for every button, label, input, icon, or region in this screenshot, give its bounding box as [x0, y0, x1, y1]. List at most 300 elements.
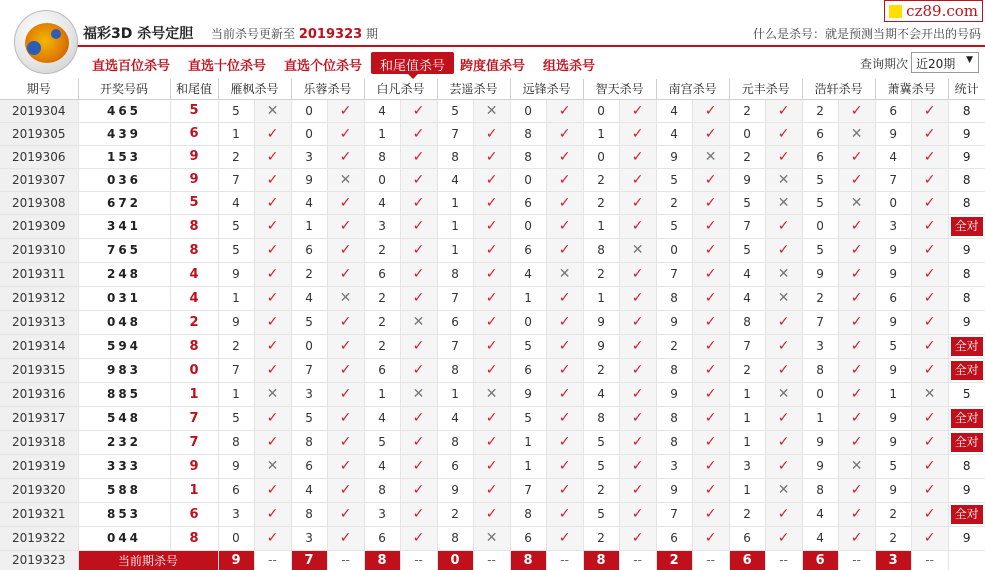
kill-number-cell: 9 — [875, 122, 911, 145]
check-icon: ✓ — [631, 530, 644, 546]
kill-number-cell: 2 — [364, 238, 400, 262]
kill-result-cell — [619, 145, 656, 168]
stat-cell — [948, 430, 985, 454]
cross-icon: ✕ — [485, 102, 498, 119]
kill-number-cell: 2 — [583, 191, 619, 214]
check-icon: ✓ — [339, 506, 352, 522]
nav-item-group[interactable]: 组选杀号 — [543, 59, 596, 74]
kill-number-cell: 9 — [802, 430, 838, 454]
kill-number-cell: 5 — [656, 168, 692, 191]
kill-number-cell: 6 — [291, 238, 327, 262]
kill-result-cell — [546, 406, 583, 430]
check-icon: ✓ — [485, 362, 498, 378]
column-header: 智天杀号 — [583, 79, 656, 99]
kill-result-cell — [765, 238, 802, 262]
kill-result-cell — [546, 478, 583, 502]
current-period-row — [0, 550, 985, 570]
kill-number-cell: 3 — [364, 214, 400, 238]
kill-number-cell: 4 — [875, 145, 911, 168]
kill-number-cell: 4 — [437, 168, 473, 191]
kill-result-cell — [911, 358, 948, 382]
draw-number-cell: 439 — [78, 122, 170, 145]
kill-result-cell — [765, 454, 802, 478]
kill-result-cell — [911, 191, 948, 214]
column-header: 远锋杀号 — [510, 79, 583, 99]
kill-number-cell: 0 — [291, 99, 327, 122]
check-icon: ✓ — [631, 148, 644, 165]
kill-result-cell — [400, 430, 437, 454]
update-prefix: 当前杀号更新至 — [211, 27, 296, 41]
kill-number-cell: 4 — [291, 286, 327, 310]
kill-result-cell — [546, 502, 583, 526]
stat-cell — [948, 550, 985, 570]
kill-number-cell: 1 — [729, 406, 765, 430]
sum-tail-cell: 5 — [170, 191, 218, 214]
sum-tail-cell: 8 — [170, 334, 218, 358]
table-row — [0, 478, 985, 502]
kill-result-cell — [838, 430, 875, 454]
kill-number-cell: 6 — [291, 454, 327, 478]
kill-result-cell — [692, 238, 729, 262]
check-icon: ✓ — [850, 290, 863, 306]
kill-number-cell: 3 — [291, 382, 327, 406]
kill-result-cell — [911, 406, 948, 430]
kill-result-cell — [327, 238, 364, 262]
draw-number-cell: 044 — [78, 526, 170, 550]
kill-number-cell: 9 — [583, 310, 619, 334]
draw-number-cell: 248 — [78, 262, 170, 286]
pending-result: -- — [473, 550, 510, 570]
kill-number-cell: 5 — [218, 214, 254, 238]
check-icon: ✓ — [704, 362, 717, 378]
pending-result: -- — [765, 550, 802, 570]
period-cell: 2019317 — [0, 406, 78, 430]
table-row — [0, 145, 985, 168]
kill-number-cell: 2 — [583, 168, 619, 191]
check-icon: ✓ — [412, 266, 425, 282]
kill-result-cell — [838, 310, 875, 334]
period-cell: 2019314 — [0, 334, 78, 358]
check-icon: ✓ — [339, 194, 352, 211]
check-icon: ✓ — [266, 434, 279, 450]
sum-tail-cell: 4 — [170, 286, 218, 310]
kill-result-cell — [692, 214, 729, 238]
draw-number-cell: 153 — [78, 145, 170, 168]
kill-number-cell: 9 — [875, 358, 911, 382]
stat-cell: 9 — [948, 478, 985, 502]
check-icon: ✓ — [923, 266, 936, 282]
nav-bar — [0, 47, 985, 79]
check-icon: ✓ — [777, 148, 790, 165]
stat-cell — [948, 214, 985, 238]
kill-number-cell: 3 — [729, 454, 765, 478]
kill-result-cell — [327, 526, 364, 550]
kill-number-cell: 3 — [656, 454, 692, 478]
sum-tail-cell: 7 — [170, 430, 218, 454]
kill-number-cell: 6 — [802, 122, 838, 145]
check-icon: ✓ — [850, 410, 863, 426]
kill-result-cell — [619, 406, 656, 430]
kill-result-cell — [400, 168, 437, 191]
check-icon: ✓ — [558, 102, 571, 119]
kill-result-cell — [911, 214, 948, 238]
kill-result-cell — [619, 168, 656, 191]
kill-result-cell — [619, 262, 656, 286]
kill-result-cell — [619, 502, 656, 526]
check-icon: ✓ — [339, 434, 352, 450]
logo[interactable] — [14, 10, 78, 74]
kill-result-cell — [473, 191, 510, 214]
kill-result-cell — [254, 430, 291, 454]
kill-result-cell — [765, 358, 802, 382]
kill-number-cell: 1 — [364, 122, 400, 145]
kill-result-cell — [546, 238, 583, 262]
kill-number-cell: 5 — [729, 238, 765, 262]
kill-result-cell — [473, 238, 510, 262]
check-icon: ✓ — [704, 125, 717, 142]
sum-tail-cell: 1 — [170, 382, 218, 406]
kill-result-cell — [692, 382, 729, 406]
period-cell: 2019315 — [0, 358, 78, 382]
kill-number-cell: 8 — [656, 286, 692, 310]
kill-number-cell: 3 — [802, 334, 838, 358]
kill-number-cell: 2 — [729, 358, 765, 382]
kill-result-cell — [692, 122, 729, 145]
period-cell: 2019306 — [0, 145, 78, 168]
draw-number-cell: 594 — [78, 334, 170, 358]
site-badge[interactable] — [884, 0, 983, 22]
kill-number-cell: 4 — [656, 122, 692, 145]
kill-number-cell: 2 — [583, 262, 619, 286]
kill-number-cell: 3 — [291, 526, 327, 550]
kill-result-cell — [546, 310, 583, 334]
nav-item-units[interactable]: 直选个位杀号 — [284, 59, 363, 74]
kill-result-cell — [692, 310, 729, 334]
kill-number-cell: 7 — [656, 262, 692, 286]
kill-result-cell — [400, 334, 437, 358]
check-icon: ✓ — [631, 362, 644, 378]
check-icon: ✓ — [266, 194, 279, 211]
stat-cell: 8 — [948, 168, 985, 191]
kill-number-cell: 4 — [510, 262, 546, 286]
kill-result-cell — [838, 286, 875, 310]
kill-number-cell: 1 — [437, 382, 473, 406]
kill-result-cell — [254, 358, 291, 382]
period-cell: 2019310 — [0, 238, 78, 262]
kill-result-cell — [619, 238, 656, 262]
kill-result-cell — [911, 168, 948, 191]
check-icon: ✓ — [339, 530, 352, 546]
pending-result: -- — [327, 550, 364, 570]
check-icon: ✓ — [923, 125, 936, 142]
kill-number-cell: 2 — [656, 334, 692, 358]
kill-number-cell: 6 — [875, 286, 911, 310]
column-header: 雁枫杀号 — [218, 79, 291, 99]
cross-icon: ✕ — [777, 266, 790, 282]
kill-result-cell — [765, 191, 802, 214]
kill-result-cell — [619, 454, 656, 478]
check-icon: ✓ — [704, 410, 717, 426]
stat-cell: 9 — [948, 526, 985, 550]
kill-result-cell — [473, 214, 510, 238]
kill-number-cell: 6 — [875, 99, 911, 122]
period-cell: 2019316 — [0, 382, 78, 406]
kill-number-cell: 6 — [510, 238, 546, 262]
nav-item-hundreds[interactable]: 直选百位杀号 — [92, 59, 171, 74]
kill-result-cell — [473, 145, 510, 168]
cross-icon: ✕ — [266, 386, 279, 402]
kill-number-cell: 3 — [875, 214, 911, 238]
check-icon: ✓ — [923, 218, 936, 234]
kill-number-cell: 2 — [437, 502, 473, 526]
check-icon: ✓ — [339, 102, 352, 119]
kill-number-cell: 1 — [583, 214, 619, 238]
stat-cell: 8 — [948, 191, 985, 214]
kill-result-cell — [254, 238, 291, 262]
check-icon: ✓ — [631, 458, 644, 474]
kill-number-cell: 1 — [510, 430, 546, 454]
kill-result-cell — [546, 334, 583, 358]
kill-number-cell: 1 — [583, 286, 619, 310]
check-icon: ✓ — [339, 266, 352, 282]
check-icon: ✓ — [777, 314, 790, 330]
kill-number-cell: 1 — [218, 122, 254, 145]
check-icon: ✓ — [777, 458, 790, 474]
check-icon: ✓ — [923, 194, 936, 211]
cross-icon: ✕ — [485, 386, 498, 402]
check-icon: ✓ — [558, 338, 571, 354]
check-icon: ✓ — [850, 482, 863, 498]
yellow-square-icon — [889, 5, 902, 18]
kill-result-cell — [254, 502, 291, 526]
kill-number-cell: 9 — [875, 262, 911, 286]
kill-number-cell: 8 — [583, 238, 619, 262]
kill-number-cell: 5 — [218, 406, 254, 430]
period-cell: 2019318 — [0, 430, 78, 454]
period-cell: 2019305 — [0, 122, 78, 145]
kill-result-cell — [473, 262, 510, 286]
kill-result-cell — [327, 382, 364, 406]
kill-number-cell: 9 — [218, 262, 254, 286]
nav-item-tens[interactable]: 直选十位杀号 — [188, 59, 267, 74]
kill-number-cell: 8 — [437, 430, 473, 454]
all-correct-badge: 全对 — [951, 433, 983, 452]
kill-number-cell: 2 — [729, 99, 765, 122]
check-icon: ✓ — [558, 125, 571, 142]
kill-result-cell — [765, 99, 802, 122]
kill-result-cell — [400, 478, 437, 502]
kill-result-cell — [765, 478, 802, 502]
check-icon: ✓ — [339, 314, 352, 330]
kill-result-cell — [400, 358, 437, 382]
logo-dot-icon — [51, 29, 61, 39]
kill-number-cell: 9 — [875, 238, 911, 262]
period-select[interactable] — [911, 52, 979, 73]
stat-cell: 8 — [948, 262, 985, 286]
kill-result-cell — [911, 145, 948, 168]
check-icon: ✓ — [266, 314, 279, 330]
kill-result-cell — [254, 310, 291, 334]
cross-icon: ✕ — [923, 386, 936, 402]
kill-number-cell: 2 — [364, 310, 400, 334]
kill-number-cell: 8 — [291, 430, 327, 454]
kill-number-cell: 0 — [729, 122, 765, 145]
kill-number-cell: 5 — [510, 334, 546, 358]
check-icon: ✓ — [266, 125, 279, 142]
kill-number-cell: 8 — [802, 358, 838, 382]
kill-number-cell: 1 — [729, 382, 765, 406]
kill-number-cell: 1 — [583, 122, 619, 145]
kill-number-cell: 0 — [583, 145, 619, 168]
kill-result-cell — [254, 122, 291, 145]
kill-result-cell — [838, 262, 875, 286]
nav-item-sum-tail[interactable]: 和尾值杀号 — [371, 52, 454, 74]
kill-result-cell — [765, 145, 802, 168]
kill-number-cell: 3 — [291, 145, 327, 168]
kill-number-cell: 1 — [364, 382, 400, 406]
kill-result-cell — [838, 526, 875, 550]
check-icon: ✓ — [558, 194, 571, 211]
period-cell: 2019308 — [0, 191, 78, 214]
cross-icon: ✕ — [777, 194, 790, 211]
kill-result-cell — [473, 286, 510, 310]
current-kill-number: 6 — [729, 550, 765, 570]
kill-result-cell — [765, 382, 802, 406]
kill-number-cell: 5 — [437, 99, 473, 122]
kill-result-cell — [692, 168, 729, 191]
cross-icon: ✕ — [777, 386, 790, 402]
kill-result-cell — [765, 526, 802, 550]
kill-number-cell: 0 — [875, 191, 911, 214]
kill-number-cell: 6 — [218, 478, 254, 502]
kill-result-cell — [327, 191, 364, 214]
kill-number-cell: 5 — [583, 454, 619, 478]
check-icon: ✓ — [850, 266, 863, 282]
kill-result-cell — [400, 99, 437, 122]
pending-result: -- — [692, 550, 729, 570]
kill-result-cell — [838, 191, 875, 214]
check-icon: ✓ — [631, 338, 644, 354]
check-icon: ✓ — [266, 218, 279, 234]
table-row — [0, 214, 985, 238]
kill-number-cell: 2 — [875, 502, 911, 526]
stat-cell: 8 — [948, 454, 985, 478]
check-icon: ✓ — [558, 314, 571, 330]
check-icon: ✓ — [485, 218, 498, 234]
nav-item-span[interactable]: 跨度值杀号 — [460, 59, 526, 74]
stat-cell: 5 — [948, 382, 985, 406]
kill-result-cell — [619, 310, 656, 334]
kill-number-cell: 8 — [291, 502, 327, 526]
kill-result-cell — [400, 191, 437, 214]
check-icon: ✓ — [558, 171, 571, 188]
draw-number-cell: 548 — [78, 406, 170, 430]
kill-number-cell: 2 — [364, 286, 400, 310]
check-icon: ✓ — [412, 218, 425, 234]
kill-result-cell — [838, 478, 875, 502]
kill-result-cell — [838, 238, 875, 262]
kill-result-cell — [327, 286, 364, 310]
kill-result-cell — [400, 310, 437, 334]
kill-number-cell: 7 — [437, 286, 473, 310]
current-kill-number: 0 — [437, 550, 473, 570]
period-cell: 2019312 — [0, 286, 78, 310]
kill-number-cell: 6 — [729, 526, 765, 550]
kill-number-cell: 2 — [875, 526, 911, 550]
kill-result-cell — [838, 334, 875, 358]
check-icon: ✓ — [558, 458, 571, 474]
cross-icon: ✕ — [412, 314, 425, 330]
kill-result-cell — [911, 334, 948, 358]
kill-number-cell: 2 — [802, 286, 838, 310]
draw-number-cell: 465 — [78, 99, 170, 122]
stat-cell: 9 — [948, 238, 985, 262]
kill-number-cell: 4 — [656, 99, 692, 122]
check-icon: ✓ — [923, 171, 936, 188]
update-suffix: 期 — [366, 27, 379, 41]
kill-number-cell: 5 — [875, 454, 911, 478]
kill-result-cell — [619, 382, 656, 406]
kill-result-cell — [473, 430, 510, 454]
check-icon: ✓ — [850, 314, 863, 330]
kill-result-cell — [692, 145, 729, 168]
kill-result-cell — [765, 122, 802, 145]
kill-number-cell: 8 — [437, 262, 473, 286]
kill-number-cell: 9 — [437, 478, 473, 502]
kill-number-cell: 9 — [583, 334, 619, 358]
current-kill-number: 3 — [875, 550, 911, 570]
kill-number-cell: 6 — [364, 262, 400, 286]
table-row — [0, 238, 985, 262]
cross-icon: ✕ — [339, 171, 352, 188]
kill-number-cell: 9 — [875, 478, 911, 502]
kill-result-cell — [254, 99, 291, 122]
all-correct-badge: 全对 — [951, 409, 983, 428]
kill-result-cell — [838, 454, 875, 478]
check-icon: ✓ — [923, 458, 936, 474]
kill-number-cell: 4 — [364, 406, 400, 430]
kill-result-cell — [911, 310, 948, 334]
kill-result-cell — [473, 310, 510, 334]
kill-number-cell: 8 — [656, 430, 692, 454]
check-icon: ✓ — [485, 314, 498, 330]
kill-table — [0, 79, 985, 570]
kill-result-cell — [327, 334, 364, 358]
kill-result-cell — [692, 262, 729, 286]
draw-number-cell: 853 — [78, 502, 170, 526]
kill-result-cell — [546, 168, 583, 191]
check-icon: ✓ — [339, 148, 352, 165]
kill-number-cell: 0 — [218, 526, 254, 550]
kill-result-cell — [911, 238, 948, 262]
table-row — [0, 286, 985, 310]
check-icon: ✓ — [704, 171, 717, 188]
cross-icon: ✕ — [631, 242, 644, 258]
kill-number-cell: 6 — [364, 526, 400, 550]
kill-number-cell: 2 — [729, 502, 765, 526]
kill-result-cell — [911, 454, 948, 478]
kill-number-cell: 8 — [729, 310, 765, 334]
kill-result-cell — [254, 382, 291, 406]
current-kill-number: 9 — [218, 550, 254, 570]
check-icon: ✓ — [704, 290, 717, 306]
kill-number-cell: 9 — [802, 262, 838, 286]
check-icon: ✓ — [631, 194, 644, 211]
kill-result-cell — [473, 334, 510, 358]
kill-number-cell: 2 — [291, 262, 327, 286]
kill-result-cell — [327, 502, 364, 526]
table-row — [0, 262, 985, 286]
